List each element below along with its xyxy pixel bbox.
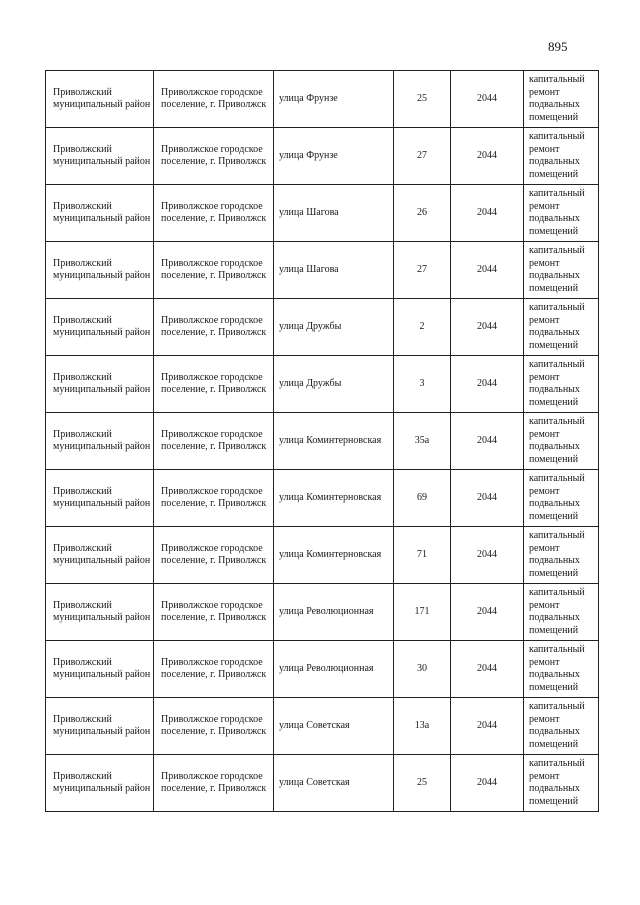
district-cell: Приволжский муниципальный район: [46, 356, 154, 413]
house-number-cell: 26: [394, 185, 451, 242]
settlement-cell: Приволжское городское поселение, г. Приволжск: [154, 71, 274, 128]
house-number-cell: 35а: [394, 413, 451, 470]
year-cell: 2044: [451, 128, 524, 185]
house-number-cell: 71: [394, 527, 451, 584]
street-cell: улица Шагова: [274, 242, 394, 299]
district-cell: Приволжский муниципальный район: [46, 641, 154, 698]
district-cell: Приволжский муниципальный район: [46, 185, 154, 242]
house-number-cell: 30: [394, 641, 451, 698]
work-type-cell: капитальный ремонт подвальных помещений: [524, 299, 599, 356]
street-cell: улица Дружбы: [274, 356, 394, 413]
table-row: [46, 299, 599, 356]
settlement-cell: Приволжское городское поселение, г. Приволжск: [154, 242, 274, 299]
district-cell: Приволжский муниципальный район: [46, 71, 154, 128]
house-number-cell: 171: [394, 584, 451, 641]
year-cell: 2044: [451, 470, 524, 527]
work-type-cell: капитальный ремонт подвальных помещений: [524, 470, 599, 527]
district-cell: Приволжский муниципальный район: [46, 242, 154, 299]
street-cell: улица Дружбы: [274, 299, 394, 356]
year-cell: 2044: [451, 356, 524, 413]
work-type-cell: капитальный ремонт подвальных помещений: [524, 356, 599, 413]
street-cell: улица Революционная: [274, 584, 394, 641]
house-number-cell: 13а: [394, 698, 451, 755]
year-cell: 2044: [451, 185, 524, 242]
page-number: 895: [548, 39, 568, 54]
district-cell: Приволжский муниципальный район: [46, 128, 154, 185]
settlement-cell: Приволжское городское поселение, г. Приволжск: [154, 470, 274, 527]
work-type-cell: капитальный ремонт подвальных помещений: [524, 71, 599, 128]
house-number-cell: 27: [394, 242, 451, 299]
work-type-cell: капитальный ремонт подвальных помещений: [524, 755, 599, 812]
house-number-cell: 25: [394, 755, 451, 812]
house-number-cell: 27: [394, 128, 451, 185]
work-type-cell: капитальный ремонт подвальных помещений: [524, 698, 599, 755]
table-row: [46, 755, 599, 812]
district-cell: Приволжский муниципальный район: [46, 413, 154, 470]
work-type-cell: капитальный ремонт подвальных помещений: [524, 584, 599, 641]
table-row: [46, 527, 599, 584]
table-row: [46, 584, 599, 641]
table-row: [46, 185, 599, 242]
year-cell: 2044: [451, 299, 524, 356]
street-cell: улица Коминтерновская: [274, 527, 394, 584]
year-cell: 2044: [451, 641, 524, 698]
district-cell: Приволжский муниципальный район: [46, 698, 154, 755]
table-row: [46, 71, 599, 128]
table-row: [46, 356, 599, 413]
repair-register-table: [45, 70, 599, 812]
settlement-cell: Приволжское городское поселение, г. Приволжск: [154, 128, 274, 185]
street-cell: улица Советская: [274, 755, 394, 812]
work-type-cell: капитальный ремонт подвальных помещений: [524, 242, 599, 299]
year-cell: 2044: [451, 71, 524, 128]
settlement-cell: Приволжское городское поселение, г. Приволжск: [154, 698, 274, 755]
year-cell: 2044: [451, 584, 524, 641]
settlement-cell: Приволжское городское поселение, г. Приволжск: [154, 299, 274, 356]
district-cell: Приволжский муниципальный район: [46, 755, 154, 812]
work-type-cell: капитальный ремонт подвальных помещений: [524, 128, 599, 185]
settlement-cell: Приволжское городское поселение, г. Приволжск: [154, 356, 274, 413]
settlement-cell: Приволжское городское поселение, г. Приволжск: [154, 755, 274, 812]
street-cell: улица Фрунзе: [274, 71, 394, 128]
street-cell: улица Коминтерновская: [274, 470, 394, 527]
year-cell: 2044: [451, 698, 524, 755]
settlement-cell: Приволжское городское поселение, г. Приволжск: [154, 527, 274, 584]
table-body: [46, 71, 599, 812]
house-number-cell: 2: [394, 299, 451, 356]
year-cell: 2044: [451, 413, 524, 470]
settlement-cell: Приволжское городское поселение, г. Приволжск: [154, 584, 274, 641]
work-type-cell: капитальный ремонт подвальных помещений: [524, 413, 599, 470]
settlement-cell: Приволжское городское поселение, г. Приволжск: [154, 413, 274, 470]
table-row: [46, 470, 599, 527]
year-cell: 2044: [451, 527, 524, 584]
work-type-cell: капитальный ремонт подвальных помещений: [524, 527, 599, 584]
house-number-cell: 69: [394, 470, 451, 527]
house-number-cell: 25: [394, 71, 451, 128]
table-row: [46, 641, 599, 698]
district-cell: Приволжский муниципальный район: [46, 527, 154, 584]
district-cell: Приволжский муниципальный район: [46, 584, 154, 641]
street-cell: улица Коминтерновская: [274, 413, 394, 470]
year-cell: 2044: [451, 755, 524, 812]
table-row: [46, 698, 599, 755]
street-cell: улица Шагова: [274, 185, 394, 242]
street-cell: улица Фрунзе: [274, 128, 394, 185]
work-type-cell: капитальный ремонт подвальных помещений: [524, 185, 599, 242]
table-row: [46, 242, 599, 299]
settlement-cell: Приволжское городское поселение, г. Приволжск: [154, 185, 274, 242]
work-type-cell: капитальный ремонт подвальных помещений: [524, 641, 599, 698]
street-cell: улица Революционная: [274, 641, 394, 698]
house-number-cell: 3: [394, 356, 451, 413]
district-cell: Приволжский муниципальный район: [46, 299, 154, 356]
district-cell: Приволжский муниципальный район: [46, 470, 154, 527]
street-cell: улица Советская: [274, 698, 394, 755]
table-row: [46, 128, 599, 185]
settlement-cell: Приволжское городское поселение, г. Приволжск: [154, 641, 274, 698]
year-cell: 2044: [451, 242, 524, 299]
table-row: [46, 413, 599, 470]
